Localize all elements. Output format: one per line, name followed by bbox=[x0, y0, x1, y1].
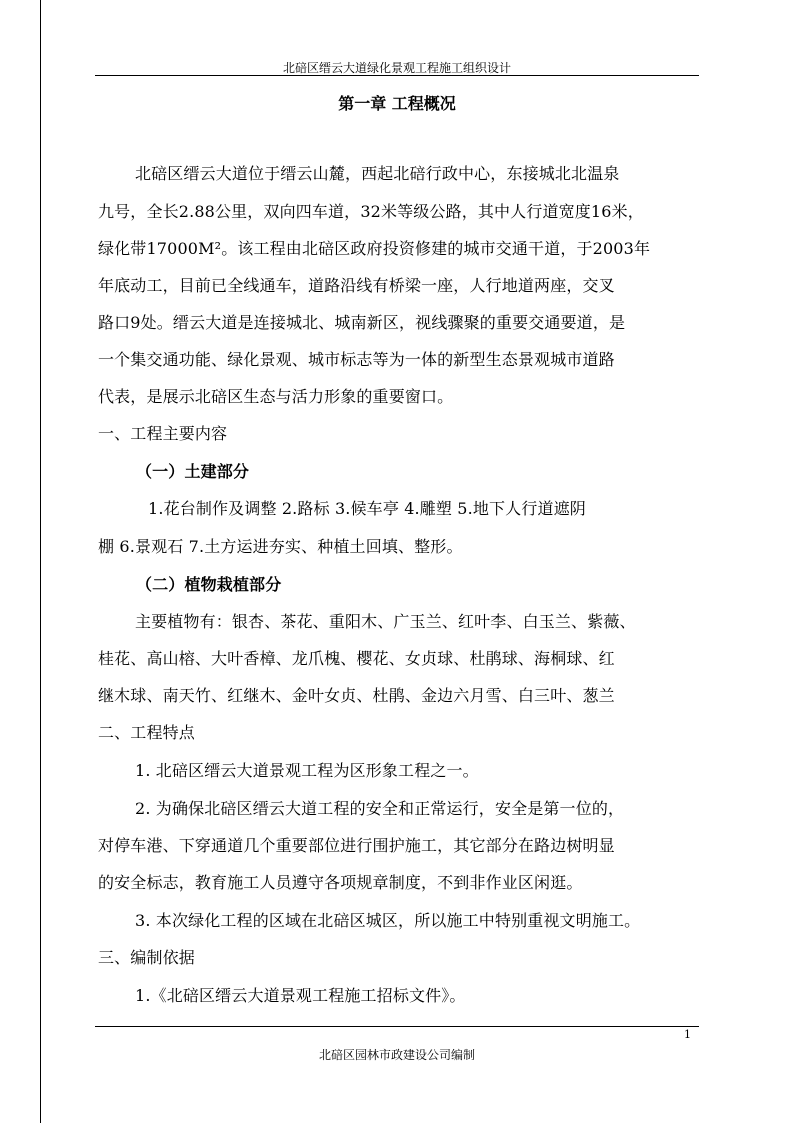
civil-works-line: 棚 6.景观石 7.土方运进夯实、种植土回填、整形。 bbox=[98, 537, 463, 556]
civil-works-line: 1.花台制作及调整 2.路标 3.候车亭 4.雕塑 5.地下人行道遮阴 bbox=[148, 499, 586, 518]
plants-line: 继木球、南天竹、红继木、金叶女贞、杜鹃、金边六月雪、白三叶、葱兰 bbox=[98, 686, 615, 705]
feature-line: 2. 为确保北碚区缙云大道工程的安全和正常运行，安全是第一位的， bbox=[135, 799, 625, 818]
intro-line: 路口9处。缙云大道是连接城北、城南新区，视线骤聚的重要交通要道，是 bbox=[98, 313, 626, 332]
subsection-heading: （二）植物栽植部分 bbox=[136, 575, 282, 594]
footer-rule bbox=[95, 1026, 699, 1027]
left-margin-rule bbox=[40, 0, 41, 1123]
section-heading: 二、工程特点 bbox=[98, 723, 195, 742]
feature-line: 的安全标志，教育施工人员遵守各项规章制度，不到非作业区闲逛。 bbox=[98, 873, 583, 892]
feature-line: 1. 北碚区缙云大道景观工程为区形象工程之一。 bbox=[135, 761, 479, 780]
running-header: 北碚区缙云大道绿化景观工程施工组织设计 bbox=[282, 61, 511, 75]
feature-line: 3. 本次绿化工程的区域在北碚区城区，所以施工中特别重视文明施工。 bbox=[135, 911, 641, 930]
section-heading: 三、编制依据 bbox=[98, 948, 195, 967]
chapter-title: 第一章 工程概况 bbox=[338, 94, 456, 113]
feature-line: 对停车港、下穿通道几个重要部位进行围护施工，其它部分在路边树明显 bbox=[98, 836, 615, 855]
intro-line: 九号，全长2.88公里，双向四车道，32米等级公路，其中人行道宽度16米， bbox=[98, 202, 644, 221]
plants-line: 桂花、高山榕、大叶香樟、龙爪槐、樱花、女贞球、杜鹃球、海桐球、红 bbox=[98, 649, 615, 668]
header-rule bbox=[95, 75, 699, 76]
intro-line: 年底动工，目前已全线通车，道路沿线有桥梁一座，人行地道两座，交叉 bbox=[98, 276, 615, 295]
running-footer: 北碚区园林市政建设公司编制 bbox=[318, 1048, 475, 1062]
page-number: 1 bbox=[684, 1028, 691, 1041]
intro-line: 一个集交通功能、绿化景观、城市标志等为一体的新型生态景观城市道路 bbox=[98, 350, 615, 369]
intro-line: 绿化带17000M²。该工程由北碚区政府投资修建的城市交通干道，于2003年 bbox=[98, 239, 651, 258]
basis-line: 1.《北碚区缙云大道景观工程施工招标文件》。 bbox=[135, 986, 466, 1005]
subsection-heading: （一）土建部分 bbox=[136, 462, 250, 481]
intro-line: 代表，是展示北碚区生态与活力形象的重要窗口。 bbox=[98, 387, 454, 406]
section-heading: 一、工程主要内容 bbox=[98, 424, 228, 443]
plants-line: 主要植物有：银杏、茶花、重阳木、广玉兰、红叶李、白玉兰、紫薇、 bbox=[135, 612, 636, 631]
intro-line: 北碚区缙云大道位于缙云山麓，西起北碚行政中心，东接城北北温泉 bbox=[135, 164, 620, 183]
